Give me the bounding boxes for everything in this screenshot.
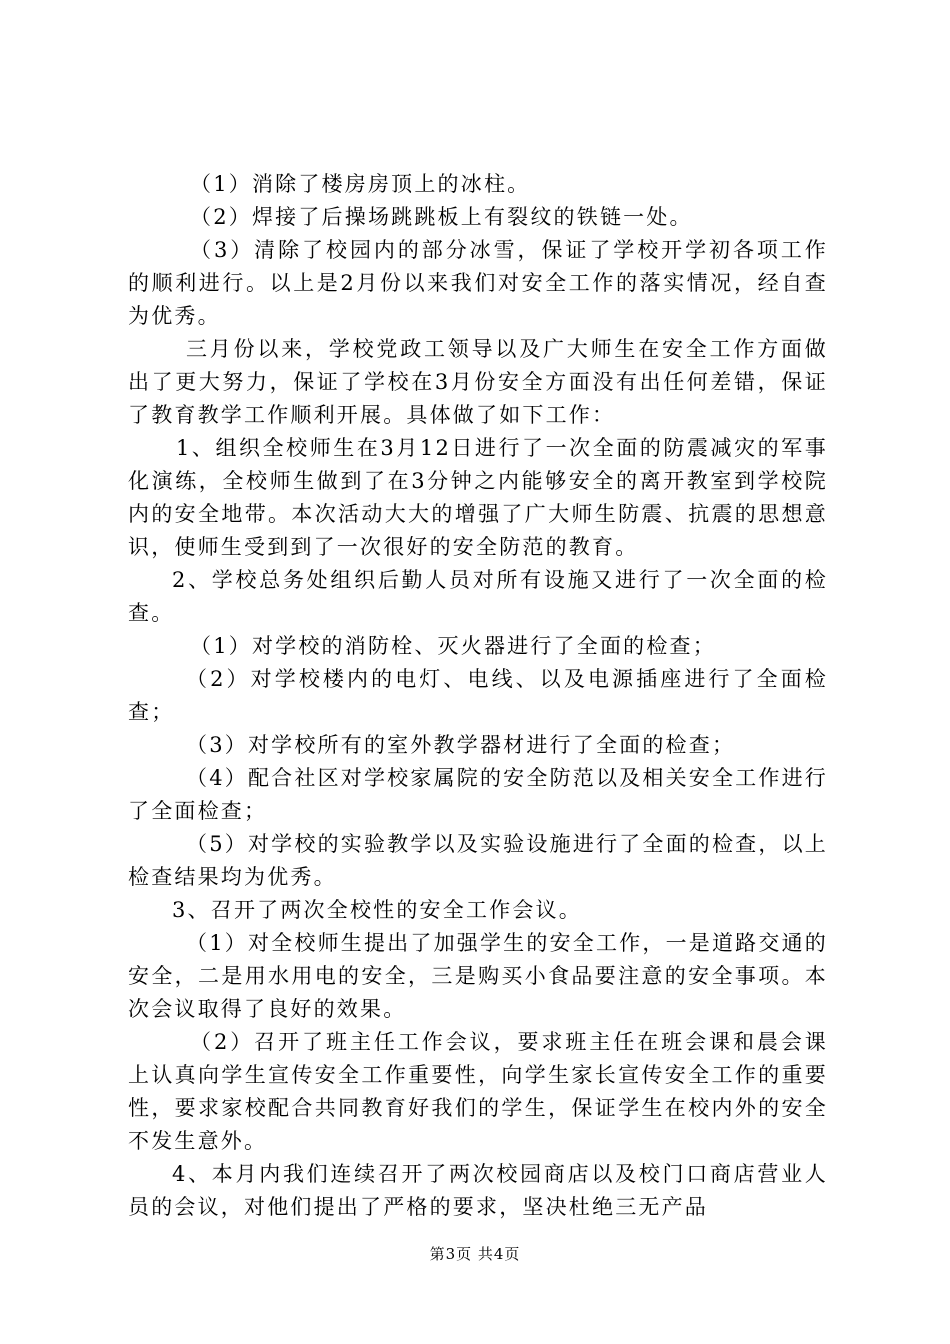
paragraph: 1、组织全校师生在3月12日进行了一次全面的防震减灾的军事化演练，全校师生做到了在3分钟之内能够安全的离开教室到学校院内的安全地带。本次活动大大的增强了广大师生防震、抗震的思想意识，使师生受到到了一次很好的安全防范的教育。: [128, 436, 828, 559]
paragraph: （2）对学校楼内的电灯、电线、以及电源插座进行了全面检查；: [128, 667, 828, 724]
paragraph: （3）对学校所有的室外教学器材进行了全面的检查；: [186, 733, 736, 757]
page-number: 第3页 共4页: [429, 1245, 521, 1263]
paragraph: 2、学校总务处组织后勤人员对所有设施又进行了一次全面的检查。: [128, 568, 828, 625]
document-body: [128, 168, 828, 1224]
paragraph: 4、本月内我们连续召开了两次校园商店以及校门口商店营业人员的会议，对他们提出了严格的要求，坚决杜绝三无产品: [128, 1162, 828, 1219]
paragraph: （1）消除了楼房房顶上的冰柱。: [190, 172, 531, 196]
paragraph: （2）焊接了后操场跳跳板上有裂纹的铁链一处。: [190, 205, 693, 229]
paragraph: （4）配合社区对学校家属院的安全防范以及相关安全工作进行了全面检查；: [128, 766, 828, 823]
page-footer: [0, 1244, 950, 1264]
paragraph: （1）对全校师生提出了加强学生的安全工作，一是道路交通的安全，二是用水用电的安全，三是购买小食品要注意的安全事项。本次会议取得了良好的效果。: [128, 931, 828, 1021]
paragraph: 3、召开了两次全校性的安全工作会议。: [172, 898, 582, 922]
paragraph: （5）对学校的实验教学以及实验设施进行了全面的检查，以上检查结果均为优秀。: [128, 832, 828, 889]
paragraph: （1）对学校的消防栓、灭火器进行了全面的检查；: [190, 634, 716, 658]
paragraph: 三月份以来，学校党政工领导以及广大师生在安全工作方面做出了更大努力，保证了学校在3月份安全方面没有出任何差错，保证了教育教学工作顺利开展。具体做了如下工作：: [128, 337, 828, 427]
paragraph: （3）清除了校园内的部分冰雪，保证了学校开学初各项工作的顺利进行。以上是2月份以来我们对安全工作的落实情况，经自查为优秀。: [128, 238, 828, 328]
paragraph: （2）召开了班主任工作会议，要求班主任在班会课和晨会课上认真向学生宣传安全工作重要性，向学生家长宣传安全工作的重要性，要求家校配合共同教育好我们的学生，保证学生在校内外的安全不发生意外。: [128, 1030, 828, 1153]
